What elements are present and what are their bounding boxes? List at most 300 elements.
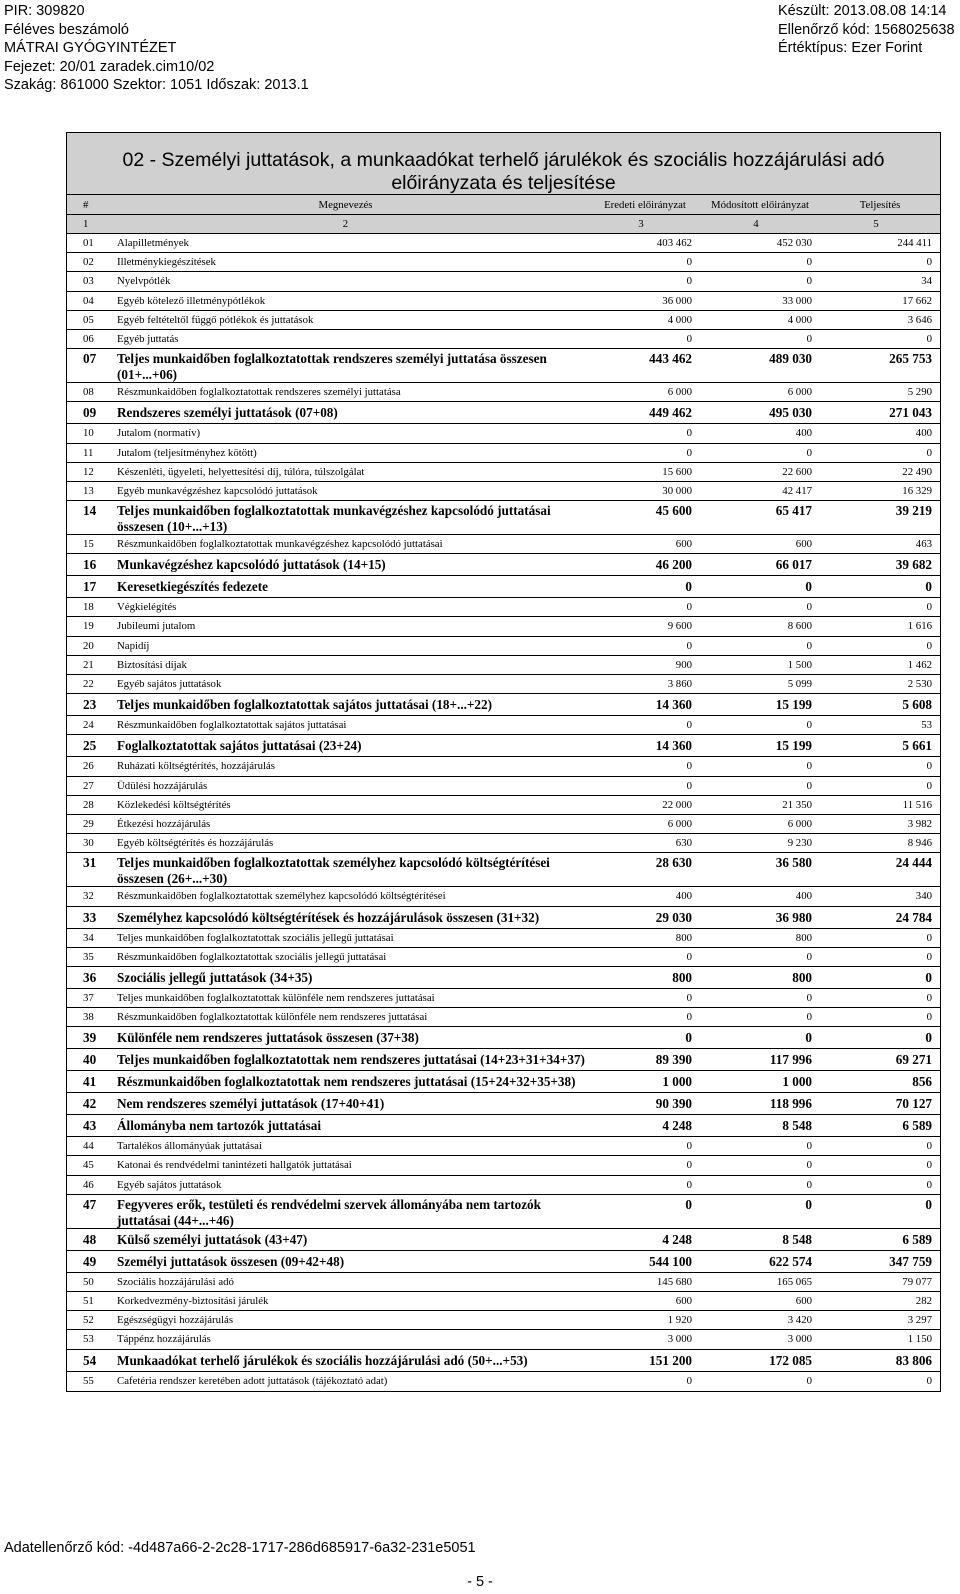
table-row — [67, 716, 940, 735]
sector-line: Szakág: 861000 Szektor: 1051 Időszak: 2013.1 — [4, 77, 309, 94]
row-number: 21 — [83, 658, 94, 671]
row-modified: 9 230 — [787, 837, 812, 850]
table-row — [67, 598, 940, 617]
row-number: 49 — [83, 1253, 97, 1269]
row-original: 28 630 — [655, 855, 692, 871]
table-row — [67, 1156, 940, 1175]
row-number: 25 — [83, 738, 97, 754]
row-original: 22 000 — [662, 798, 692, 811]
row-name: Végkielégítés — [117, 601, 177, 614]
row-original: 9 600 — [667, 620, 692, 633]
row-original: 0 — [686, 719, 692, 732]
row-completed: 0 — [926, 1178, 932, 1191]
row-modified: 172 085 — [769, 1352, 812, 1368]
row-modified: 3 420 — [787, 1314, 812, 1327]
row-original: 0 — [685, 1030, 692, 1046]
table-row — [67, 834, 940, 853]
row-completed: 271 043 — [889, 405, 932, 421]
row-name: Jubileumi jutalom — [117, 620, 196, 633]
row-modified: 42 417 — [782, 484, 812, 497]
row-original: 900 — [675, 658, 692, 671]
row-completed: 34 — [921, 275, 932, 288]
row-name: Részmunkaidőben foglalkoztatottak nem rendszeres juttatásai (15+24+32+35+38) — [117, 1074, 576, 1090]
table-header-row — [67, 195, 940, 215]
row-name: Jutalom (normatív) — [117, 427, 201, 440]
table-row — [67, 1251, 940, 1273]
row-original: 36 000 — [662, 294, 692, 307]
col-header-name: Megnevezés — [318, 199, 373, 211]
table-row — [67, 402, 940, 424]
row-original: 0 — [686, 427, 692, 440]
row-completed: 265 753 — [889, 351, 932, 367]
row-completed: 0 — [926, 639, 932, 652]
row-completed: 1 150 — [907, 1333, 932, 1346]
row-modified: 8 600 — [787, 620, 812, 633]
row-modified: 0 — [806, 1140, 812, 1153]
row-number: 37 — [83, 991, 94, 1004]
row-original: 544 100 — [649, 1253, 692, 1269]
row-original: 0 — [686, 256, 692, 269]
row-completed: 0 — [925, 579, 932, 595]
row-modified: 0 — [806, 1178, 812, 1191]
row-original: 3 000 — [667, 1333, 692, 1346]
table-row — [67, 907, 940, 929]
row-name: Egyéb munkavégzéshez kapcsolódó juttatások — [117, 484, 318, 497]
row-modified: 600 — [795, 1295, 812, 1307]
row-original: 15 600 — [662, 465, 692, 478]
row-original: 90 390 — [655, 1096, 692, 1112]
row-number: 42 — [83, 1096, 97, 1112]
row-completed: 11 516 — [902, 798, 932, 811]
row-name: Személyhez kapcsolódó költségtérítések és hozzájárulások összesen (31+32) — [117, 909, 540, 925]
row-name: Egyéb kötelező illetménypótlékok — [117, 294, 266, 307]
row-number: 01 — [83, 237, 94, 249]
row-modified: 0 — [806, 639, 812, 652]
row-original: 4 000 — [667, 313, 692, 326]
row-name: Készenléti, ügyeleti, helyettesítési díj, túlóra, túlszolgálat — [117, 465, 365, 478]
row-number: 14 — [83, 503, 97, 519]
row-number: 16 — [83, 557, 97, 573]
row-modified: 36 980 — [775, 909, 812, 925]
table-row — [67, 463, 940, 482]
table-row — [67, 1229, 940, 1251]
table-index-row — [67, 215, 940, 234]
row-completed: 83 806 — [895, 1352, 932, 1368]
row-completed: 3 982 — [907, 817, 932, 830]
row-original: 800 — [675, 931, 692, 944]
row-completed: 5 608 — [902, 697, 932, 713]
row-completed: 0 — [926, 991, 932, 1004]
col-header-completed: Teljesítés — [859, 199, 901, 211]
row-completed: 0 — [926, 1140, 932, 1153]
row-modified: 800 — [792, 969, 812, 985]
row-number: 22 — [83, 678, 94, 690]
row-completed: 6 589 — [902, 1118, 932, 1134]
row-original: 6 000 — [667, 817, 692, 830]
row-name: Nem rendszeres személyi juttatások (17+40+41) — [117, 1096, 385, 1112]
row-completed: 3 646 — [907, 313, 932, 326]
row-name: Egyéb feltételtől függő pótlékok és juttatások — [117, 313, 314, 326]
row-number: 12 — [83, 465, 94, 478]
row-modified: 118 996 — [769, 1096, 812, 1112]
table-row — [67, 554, 940, 576]
row-original: 0 — [685, 579, 692, 595]
row-number: 15 — [83, 538, 94, 551]
row-name: Szociális jellegű juttatások (34+35) — [117, 969, 313, 985]
row-completed: 244 411 — [897, 237, 932, 249]
table-row — [67, 1372, 940, 1391]
row-number: 04 — [83, 294, 94, 307]
row-name: Korkedvezmény-biztosítási járulék — [117, 1295, 269, 1307]
row-original: 151 200 — [649, 1352, 692, 1368]
row-completed: 39 682 — [895, 557, 932, 573]
col-index-completed: 5 — [873, 218, 879, 230]
table-row — [67, 424, 940, 443]
created-line: Készült: 2013.08.08 14:14 — [778, 3, 947, 19]
row-number: 18 — [83, 601, 94, 614]
table-row — [67, 383, 940, 402]
row-original: 600 — [675, 1295, 692, 1307]
row-number: 41 — [83, 1074, 97, 1090]
row-modified: 0 — [806, 1011, 812, 1024]
table-row — [67, 272, 940, 291]
row-modified: 800 — [795, 931, 812, 944]
row-number: 32 — [83, 890, 94, 903]
row-name: Teljes munkaidőben foglalkoztatottak személyhez kapcsolódó költségtérítései összesen (26+...+30) — [117, 855, 550, 887]
row-original: 45 600 — [655, 503, 692, 519]
row-name: Munkaadókat terhelő járulékok és szociális hozzájárulási adó (50+...+53) — [117, 1352, 528, 1368]
table-row — [67, 1049, 940, 1071]
row-completed: 0 — [925, 969, 932, 985]
row-name: Illetménykiegészítések — [117, 256, 216, 269]
row-name: Rendszeres személyi juttatások (07+08) — [117, 405, 338, 421]
row-number: 28 — [83, 798, 94, 811]
table-row — [67, 292, 940, 311]
row-original: 0 — [686, 950, 692, 963]
row-number: 48 — [83, 1231, 97, 1247]
row-modified: 1 000 — [782, 1074, 812, 1090]
row-name: Étkezési hozzájárulás — [117, 817, 211, 830]
table-row — [67, 330, 940, 349]
row-original: 29 030 — [655, 909, 692, 925]
row-name: Egyéb sajátos juttatások — [117, 1178, 222, 1191]
table-row — [67, 796, 940, 815]
col-index-num: 1 — [83, 218, 89, 230]
row-modified: 21 350 — [782, 798, 812, 811]
row-number: 33 — [83, 909, 97, 925]
row-completed: 0 — [926, 931, 932, 944]
row-completed: 0 — [926, 332, 932, 345]
row-modified: 0 — [806, 760, 812, 773]
row-modified: 0 — [805, 1030, 812, 1046]
chapter-line: Fejezet: 20/01 zaradek.cim10/02 — [4, 58, 215, 75]
report-table — [66, 132, 941, 1392]
row-number: 45 — [83, 1159, 94, 1172]
table-body — [67, 234, 940, 1391]
row-name: Foglalkoztatottak sajátos juttatásai (23+24) — [117, 738, 362, 754]
row-original: 800 — [672, 969, 692, 985]
row-name: Nyelvpótlék — [117, 275, 171, 288]
row-original: 443 462 — [649, 351, 692, 367]
row-name: Katonai és rendvédelmi tanintézeti hallgatók juttatásai — [117, 1159, 352, 1172]
col-header-modified: Módosított előirányzat — [710, 199, 810, 211]
row-modified: 4 000 — [787, 313, 812, 326]
table-row — [67, 444, 940, 463]
row-original: 6 000 — [667, 386, 692, 399]
row-number: 53 — [83, 1333, 94, 1346]
row-modified: 495 030 — [769, 405, 812, 421]
row-modified: 0 — [806, 1159, 812, 1172]
row-original: 0 — [686, 1374, 692, 1387]
row-completed: 79 077 — [902, 1275, 932, 1288]
row-completed: 0 — [925, 1030, 932, 1046]
report-header-left — [4, 2, 309, 95]
row-number: 11 — [83, 446, 94, 459]
row-original: 30 000 — [662, 484, 692, 497]
row-name: Teljes munkaidőben foglalkoztatottak szociális jellegű juttatásai — [117, 931, 394, 944]
row-number: 46 — [83, 1178, 94, 1191]
row-name: Egyéb sajátos juttatások — [117, 678, 222, 690]
row-name: Teljes munkaidőben foglalkoztatottak munkavégzéshez kapcsolódó juttatásai összesen (10+...+13) — [117, 503, 551, 535]
row-name: Külső személyi juttatások (43+47) — [117, 1231, 308, 1247]
row-name: Szociális hozzájárulási adó — [117, 1275, 234, 1288]
table-row — [67, 757, 940, 776]
table-row — [67, 576, 940, 598]
row-number: 17 — [83, 579, 97, 595]
table-row — [67, 735, 940, 757]
row-modified: 0 — [806, 332, 812, 345]
table-row — [67, 777, 940, 796]
row-modified: 1 500 — [787, 658, 812, 671]
row-original: 0 — [686, 760, 692, 773]
row-completed: 0 — [926, 1374, 932, 1387]
row-original: 46 200 — [655, 557, 692, 573]
row-name: Egyéb költségtérítés és hozzájárulás — [117, 837, 274, 850]
row-original: 145 680 — [656, 1275, 692, 1288]
row-modified: 0 — [806, 275, 812, 288]
row-name: Táppénz hozzájárulás — [117, 1333, 211, 1346]
row-completed: 0 — [926, 601, 932, 614]
row-original: 630 — [675, 837, 692, 850]
row-original: 14 360 — [655, 738, 692, 754]
table-title: 02 - Személyi juttatások, a munkaadókat terhelő járulékok és szociális hozzájárulási adó előirányzata és teljesítése — [67, 133, 940, 195]
row-original: 0 — [686, 779, 692, 792]
row-name: Teljes munkaidőben foglalkoztatottak nem rendszeres juttatásai (14+23+31+34+37) — [117, 1052, 585, 1068]
table-row — [67, 501, 940, 535]
row-modified: 400 — [795, 890, 812, 903]
table-row — [67, 929, 940, 948]
row-number: 13 — [83, 484, 94, 497]
row-completed: 69 271 — [895, 1052, 932, 1068]
col-index-original: 3 — [638, 218, 644, 230]
col-header-num: # — [83, 199, 89, 211]
col-index-modified: 4 — [753, 218, 759, 230]
table-row — [67, 234, 940, 253]
row-modified: 66 017 — [775, 557, 812, 573]
row-modified: 622 574 — [769, 1253, 812, 1269]
row-modified: 165 065 — [776, 1275, 812, 1288]
row-original: 0 — [686, 1011, 692, 1024]
row-number: 47 — [83, 1196, 97, 1212]
row-number: 08 — [83, 386, 94, 399]
row-original: 400 — [675, 890, 692, 903]
data-check-code: Adatellenőrző kód: -4d487a66-2-2c28-1717-286d685917-6a32-231e5051 — [4, 1540, 476, 1556]
row-number: 27 — [83, 779, 94, 792]
check-code-line: Ellenőrző kód: 1568025638 — [778, 21, 955, 38]
row-modified: 8 548 — [782, 1231, 812, 1247]
row-original: 0 — [686, 639, 692, 652]
row-original: 1 920 — [667, 1314, 692, 1327]
row-modified: 0 — [806, 779, 812, 792]
row-modified: 65 417 — [775, 503, 812, 519]
row-name: Egészségügyi hozzájárulás — [117, 1314, 234, 1327]
table-row — [67, 694, 940, 716]
row-name: Részmunkaidőben foglalkoztatottak különféle nem rendszeres juttatásai — [117, 1011, 428, 1024]
row-number: 31 — [83, 855, 97, 871]
table-row — [67, 253, 940, 272]
table-row — [67, 1311, 940, 1330]
table-row — [67, 535, 940, 554]
row-completed: 0 — [926, 760, 932, 773]
row-completed: 1 462 — [907, 658, 932, 671]
row-number: 35 — [83, 950, 94, 963]
row-modified: 6 000 — [787, 386, 812, 399]
row-name: Állományba nem tartozók juttatásai — [117, 1118, 322, 1134]
table-row — [67, 1176, 940, 1195]
row-completed: 0 — [926, 1011, 932, 1024]
row-original: 403 462 — [656, 237, 692, 249]
table-row — [67, 1137, 940, 1156]
row-number: 26 — [83, 760, 94, 773]
table-row — [67, 815, 940, 834]
row-modified: 117 996 — [769, 1052, 812, 1068]
row-number: 23 — [83, 697, 97, 713]
table-row — [67, 1008, 940, 1027]
table-row — [67, 637, 940, 656]
pir-line: PIR: 309820 — [4, 3, 85, 19]
row-completed: 16 329 — [902, 484, 932, 497]
row-name: Tartalékos állományúak juttatásai — [117, 1140, 262, 1153]
row-modified: 6 000 — [787, 817, 812, 830]
row-number: 06 — [83, 332, 94, 345]
row-completed: 856 — [912, 1074, 932, 1090]
table-row — [67, 1115, 940, 1137]
row-number: 02 — [83, 256, 94, 269]
row-modified: 0 — [806, 719, 812, 732]
row-completed: 0 — [926, 446, 932, 459]
report-header-right — [778, 2, 955, 58]
row-original: 449 462 — [649, 405, 692, 421]
table-row — [67, 887, 940, 906]
row-number: 50 — [83, 1275, 94, 1288]
row-name: Alapilletmények — [117, 237, 189, 249]
row-completed: 17 662 — [902, 294, 932, 307]
row-completed: 5 290 — [907, 386, 932, 399]
row-name: Fegyveres erők, testületi és rendvédelmi szervek állományába nem tartozók juttatásai (44+...+46) — [117, 1196, 541, 1228]
table-row — [67, 1330, 940, 1349]
row-number: 24 — [83, 719, 94, 732]
table-row — [67, 1027, 940, 1049]
row-number: 52 — [83, 1314, 94, 1327]
row-modified: 15 199 — [775, 738, 812, 754]
row-original: 4 248 — [662, 1231, 692, 1247]
table-row — [67, 1273, 940, 1292]
row-number: 03 — [83, 275, 94, 288]
row-name: Különféle nem rendszeres juttatások összesen (37+38) — [117, 1030, 419, 1046]
row-number: 29 — [83, 817, 94, 830]
row-original: 0 — [686, 991, 692, 1004]
table-row — [67, 1350, 940, 1372]
row-number: 55 — [83, 1374, 94, 1387]
table-row — [67, 656, 940, 675]
row-modified: 600 — [795, 538, 812, 551]
row-name: Egyéb juttatás — [117, 332, 179, 345]
row-number: 36 — [83, 969, 97, 985]
row-name: Biztosítási díjak — [117, 658, 187, 671]
row-number: 30 — [83, 837, 94, 850]
row-number: 43 — [83, 1118, 97, 1134]
row-name: Munkavégzéshez kapcsolódó juttatások (14+15) — [117, 557, 386, 573]
row-completed: 22 490 — [902, 465, 932, 478]
row-modified: 400 — [795, 427, 812, 440]
row-modified: 0 — [806, 446, 812, 459]
row-name: Részmunkaidőben foglalkoztatottak munkavégzéshez kapcsolódó juttatásai — [117, 538, 443, 551]
row-completed: 5 661 — [902, 738, 932, 754]
row-name: Cafetéria rendszer keretében adott juttatások (tájékoztató adat) — [117, 1374, 388, 1387]
row-number: 34 — [83, 931, 94, 944]
row-completed: 340 — [915, 890, 932, 903]
row-name: Részmunkaidőben foglalkoztatottak rendszeres személyi juttatása — [117, 386, 401, 399]
row-modified: 3 000 — [787, 1333, 812, 1346]
row-completed: 282 — [915, 1295, 932, 1307]
row-number: 44 — [83, 1140, 94, 1153]
row-modified: 0 — [806, 950, 812, 963]
row-completed: 6 589 — [902, 1231, 932, 1247]
table-row — [67, 1093, 940, 1115]
page-number: - 5 - — [467, 1574, 493, 1590]
row-completed: 24 784 — [895, 909, 932, 925]
row-completed: 70 127 — [895, 1096, 932, 1112]
row-completed: 0 — [926, 950, 932, 963]
row-completed: 8 946 — [907, 837, 932, 850]
row-completed: 0 — [926, 779, 932, 792]
institution-line: MÁTRAI GYÓGYINTÉZET — [4, 40, 177, 57]
row-number: 20 — [83, 639, 94, 652]
row-number: 10 — [83, 427, 94, 440]
row-original: 0 — [686, 1140, 692, 1153]
row-name: Keresetkiegészítés fedezete — [117, 579, 268, 595]
row-name: Részmunkaidőben foglalkoztatottak személyhez kapcsolódó költségtérítései — [117, 890, 446, 903]
row-original: 0 — [685, 1196, 692, 1212]
table-row — [67, 675, 940, 694]
row-name: Teljes munkaidőben foglalkoztatottak sajátos juttatásai (18+...+22) — [117, 697, 493, 713]
col-header-original: Eredeti előirányzat — [604, 199, 686, 211]
row-modified: 33 000 — [782, 294, 812, 307]
table-row — [67, 482, 940, 501]
row-modified: 36 580 — [775, 855, 812, 871]
row-completed: 53 — [921, 719, 932, 732]
row-original: 4 248 — [662, 1118, 692, 1134]
row-modified: 5 099 — [787, 678, 812, 690]
row-modified: 0 — [806, 991, 812, 1004]
row-completed: 3 297 — [907, 1314, 932, 1327]
row-name: Részmunkaidőben foglalkoztatottak szociális jellegű juttatásai — [117, 950, 387, 963]
row-completed: 0 — [925, 1196, 932, 1212]
row-name: Ruházati költségtérítés, hozzájárulás — [117, 760, 275, 773]
table-row — [67, 989, 940, 1008]
row-completed: 347 759 — [889, 1253, 932, 1269]
row-original: 0 — [686, 601, 692, 614]
